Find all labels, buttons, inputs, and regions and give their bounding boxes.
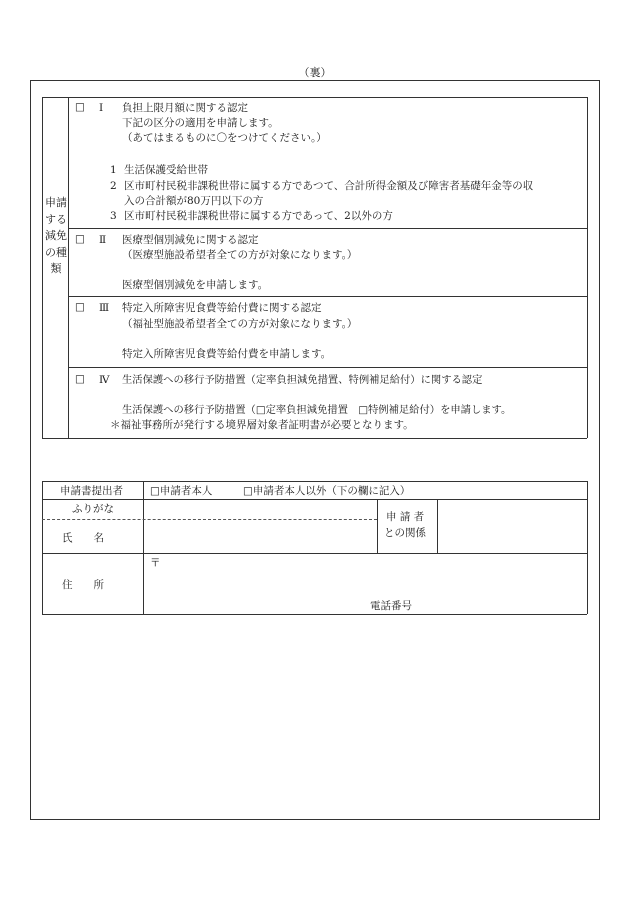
section-2-roman: Ⅱ [99,234,107,246]
section-3-checkbox[interactable]: □ [75,301,85,313]
relation-label: 申 請 者 [386,511,425,523]
section-1-checkbox[interactable]: □ [75,101,85,113]
section-4-apply: 生活保護への移行予防措置（□定率負担減免措置 □特例補足給付）を申請します。 [122,404,512,416]
phone-label: 電話番号 [370,600,412,612]
section-3-title: 特定入所障害児食費等給付費に関する認定 [122,302,322,314]
name-label: 氏 名 [62,532,104,544]
section-1-roman: Ⅰ [99,102,104,114]
section-1-line: 下記の区分の適用を申請します。 [122,117,279,129]
section-1-item-num: 3 [110,210,117,222]
section-4-note: ＊福祉事務所が発行する境界層対象者証明書が必要となります。 [110,419,414,431]
address-label: 住 所 [62,579,104,591]
section-3-note: （福祉型施設希望者全ての方が対象になります。） [122,318,358,330]
page-title: （裏） [298,66,332,79]
section-1-item-num: 1 [110,164,117,176]
section-2-title: 医療型個別減免に関する認定 [122,234,259,246]
section-2-apply: 医療型個別減免を申請します。 [122,279,269,291]
section-1-item: 生活保護受給世帯 [124,164,208,176]
section-1-title: 負担上限月額に関する認定 [122,102,248,114]
section-1-item: 区市町村民税非課税世帯に属する方であって、2以外の方 [124,210,393,222]
section-4-roman: Ⅳ [99,374,110,386]
side-label: 申請する減免の種類 [45,196,67,275]
section-4-checkbox[interactable]: □ [75,373,85,385]
relation-field[interactable] [439,501,585,551]
postal-mark: 〒 [150,557,161,569]
furigana-field[interactable] [145,501,375,517]
name-field[interactable] [145,522,375,551]
section-1-item: 入の合計額が80万円以下の方 [124,195,264,207]
furigana-label: ふりがな [72,503,114,515]
section-3-apply: 特定入所障害児食費等給付費を申請します。 [122,348,332,360]
submitter-label: 申請書提出者 [60,485,123,497]
address-field[interactable] [145,570,585,600]
relation-label: との関係 [384,527,426,539]
section-1-item-num: 2 [110,180,117,192]
section-1-item: 区市町村民税非課税世帯に属する方であつて、合計所得金額及び障害者基礎年金等の収 [124,180,534,192]
section-1-line: （あてはまるものに〇をつけてください。） [122,132,327,144]
option-self[interactable]: □申請者本人 [150,485,213,497]
section-3-roman: Ⅲ [99,302,110,314]
option-other[interactable]: □申請者本人以外（下の欄に記入） [243,485,411,497]
section-4-title: 生活保護への移行予防措置（定率負担減免措置、特例補足給付）に関する認定 [122,374,483,386]
section-2-checkbox[interactable]: □ [75,233,85,245]
section-2-note: （医療型施設希望者全ての方が対象になります。） [122,249,358,261]
